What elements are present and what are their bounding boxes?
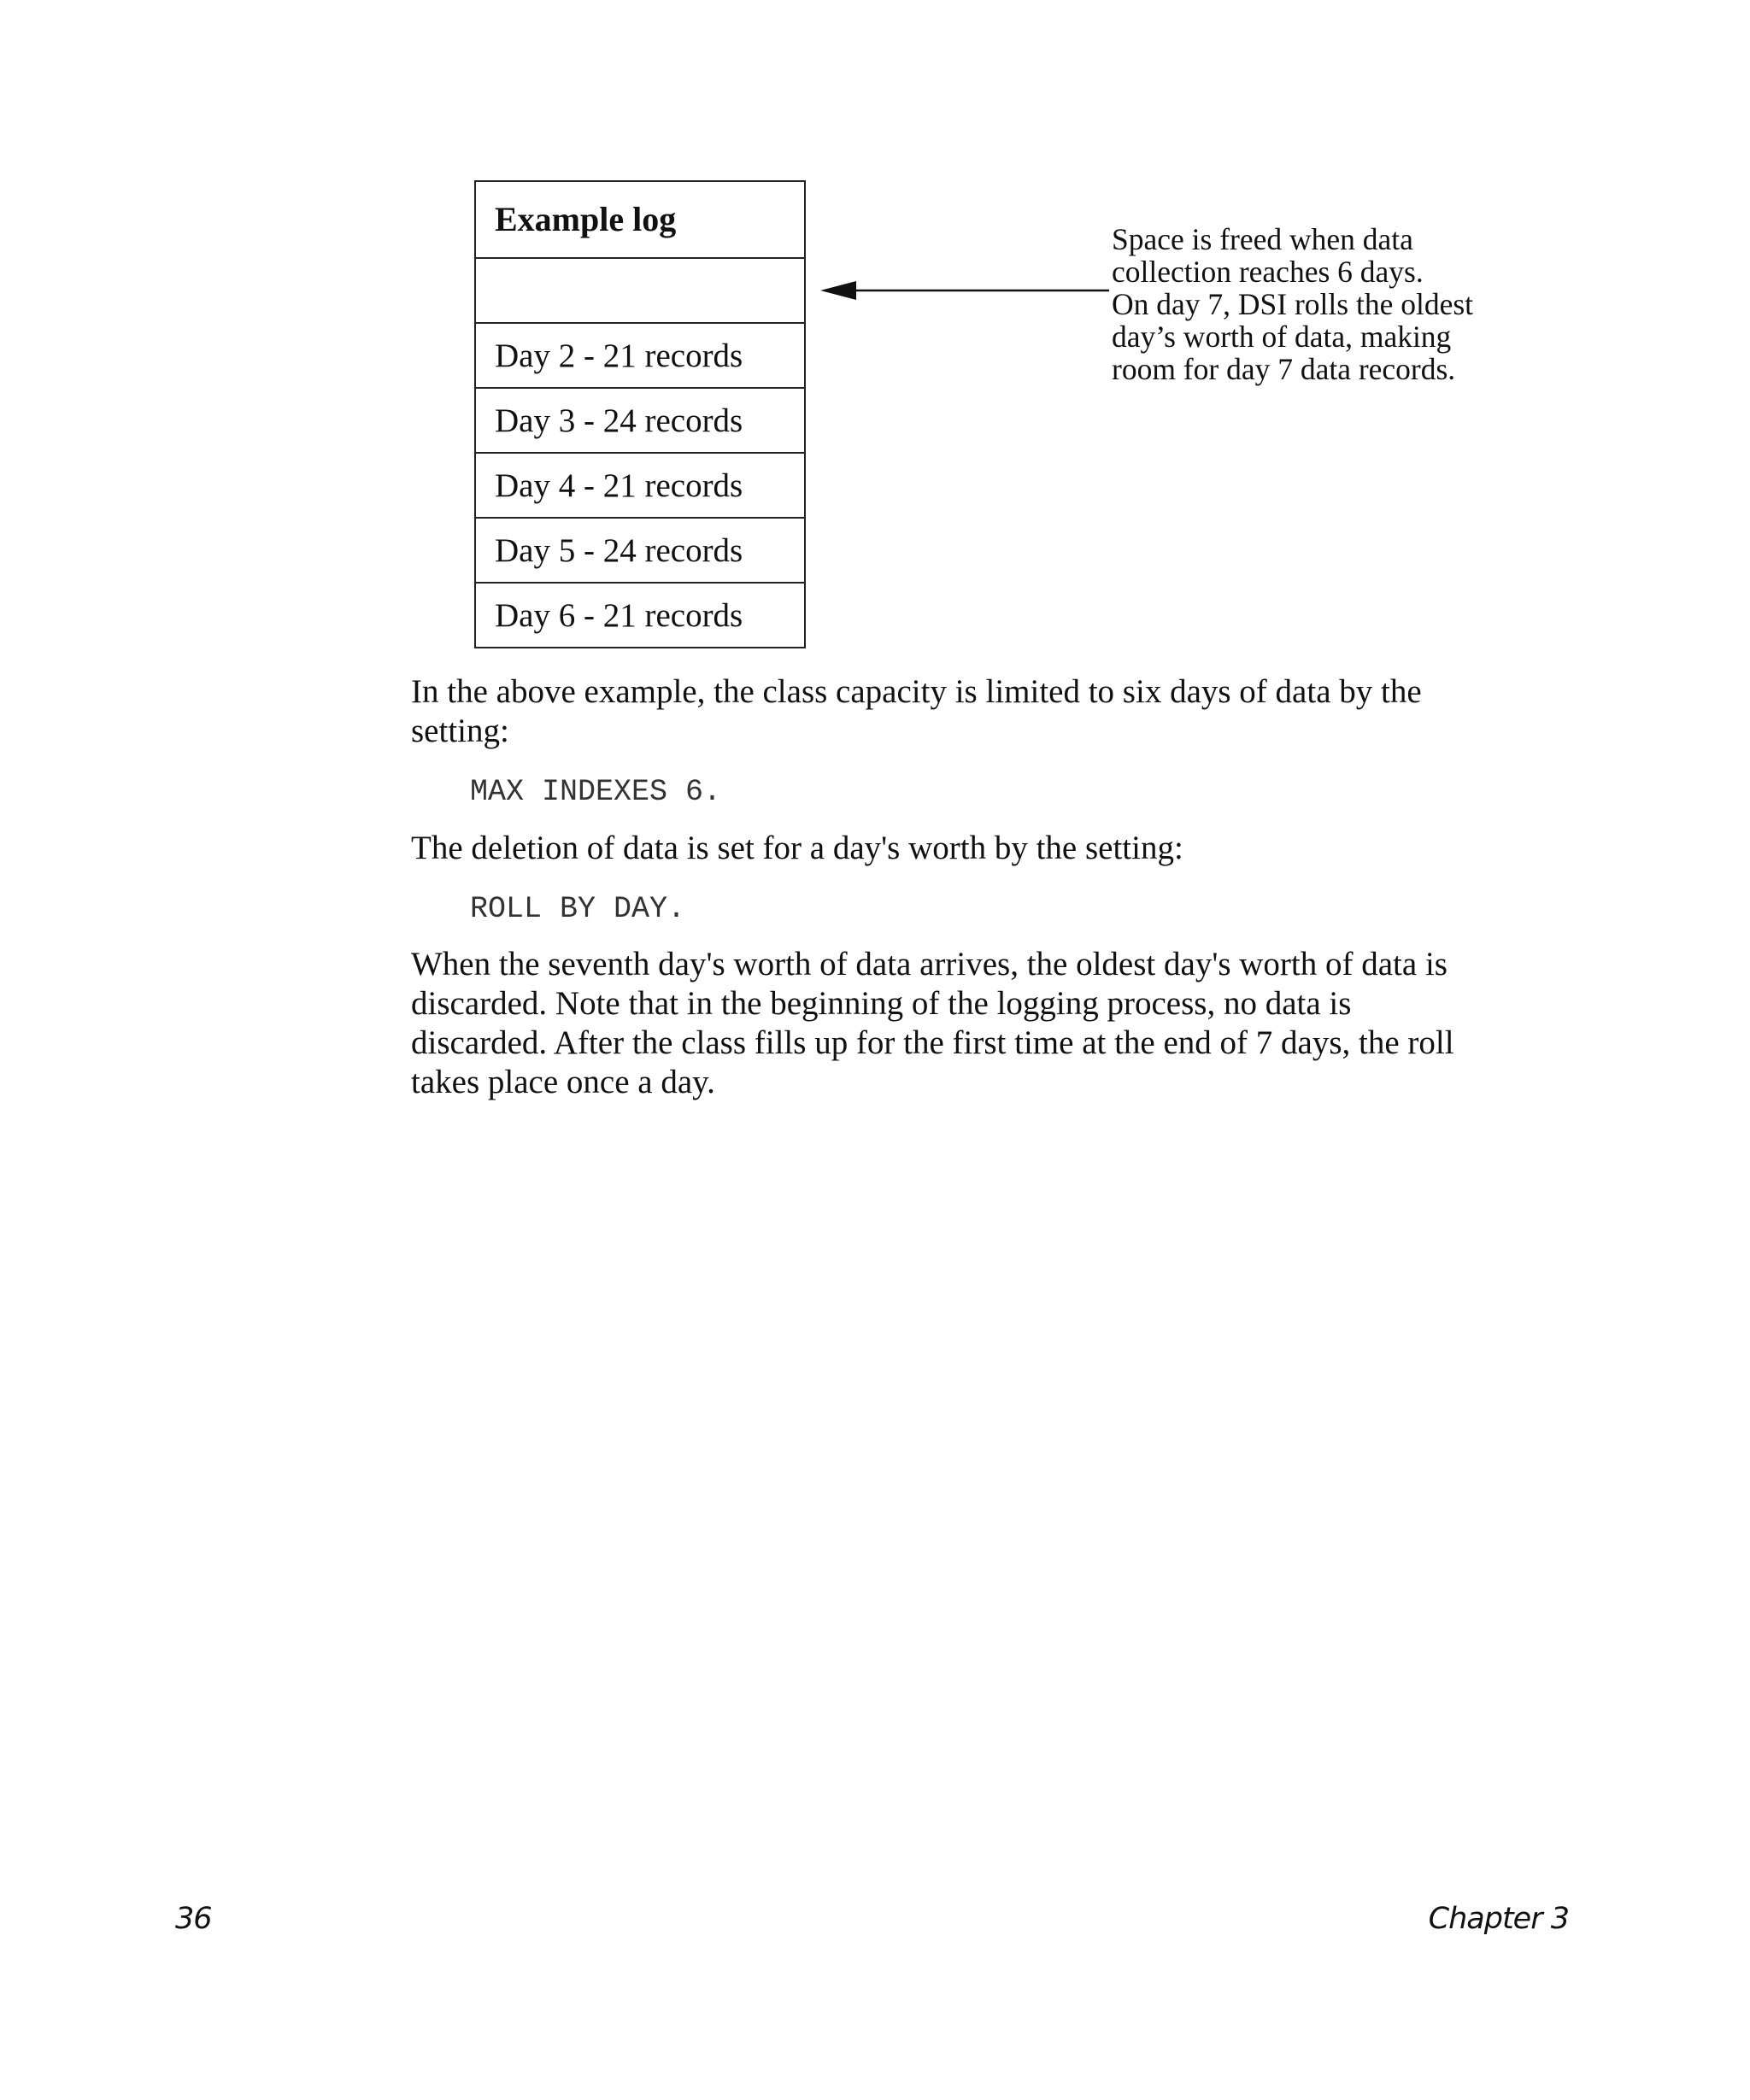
paragraph-line: In the above example, the class capacity is limited to six days of data by the <box>411 673 1422 710</box>
log-table-header-row <box>475 181 805 258</box>
log-table-row <box>475 583 805 648</box>
callout-line: room for day 7 data records. <box>1112 352 1456 386</box>
log-table-row <box>475 323 805 388</box>
log-table-cell: Day 2 - 21 records <box>475 323 805 388</box>
log-table-cell: Day 4 - 21 records <box>475 453 805 518</box>
log-table-title: Example log <box>475 181 805 258</box>
callout-line: On day 7, DSI rolls the oldest <box>1112 287 1474 321</box>
left-arrow-icon <box>820 273 1111 308</box>
log-table-freed-cell <box>475 258 805 323</box>
log-table-freed-row <box>475 258 805 323</box>
paragraph-class-capacity <box>411 672 1607 751</box>
paragraph-line: discarded. Note that in the beginning of the logging process, no data is <box>411 985 1352 1022</box>
callout-line: collection reaches 6 days. <box>1112 255 1424 289</box>
code-roll-by-day: ROLL BY DAY. <box>470 892 686 926</box>
log-table-cell: Day 6 - 21 records <box>475 583 805 648</box>
log-table-cell: Day 3 - 24 records <box>475 388 805 453</box>
paragraph-seventh-day <box>411 945 1607 1102</box>
chapter-label: Chapter 3 <box>1428 1902 1569 1936</box>
paragraph-line: setting: <box>411 713 509 749</box>
code-max-indexes: MAX INDEXES 6. <box>470 775 722 809</box>
paragraph-line: takes place once a day. <box>411 1064 715 1100</box>
log-table-cell: Day 5 - 24 records <box>475 518 805 583</box>
log-table-row <box>475 453 805 518</box>
paragraph-line: The deletion of data is set for a day's worth by the setting: <box>411 830 1183 866</box>
paragraph-line: When the seventh day's worth of data arrives, the oldest day's worth of data is <box>411 946 1448 983</box>
callout-line: Space is freed when data <box>1112 222 1413 256</box>
example-log-table <box>474 180 806 648</box>
page-number: 36 <box>175 1902 212 1936</box>
paragraph-line: discarded. After the class fills up for the first time at the end of 7 days, the roll <box>411 1024 1454 1061</box>
log-table-row <box>475 388 805 453</box>
callout-note <box>1112 223 1539 385</box>
paragraph-deletion-setting <box>411 829 1607 868</box>
log-table-row <box>475 518 805 583</box>
callout-line: day’s worth of data, making <box>1112 320 1452 354</box>
